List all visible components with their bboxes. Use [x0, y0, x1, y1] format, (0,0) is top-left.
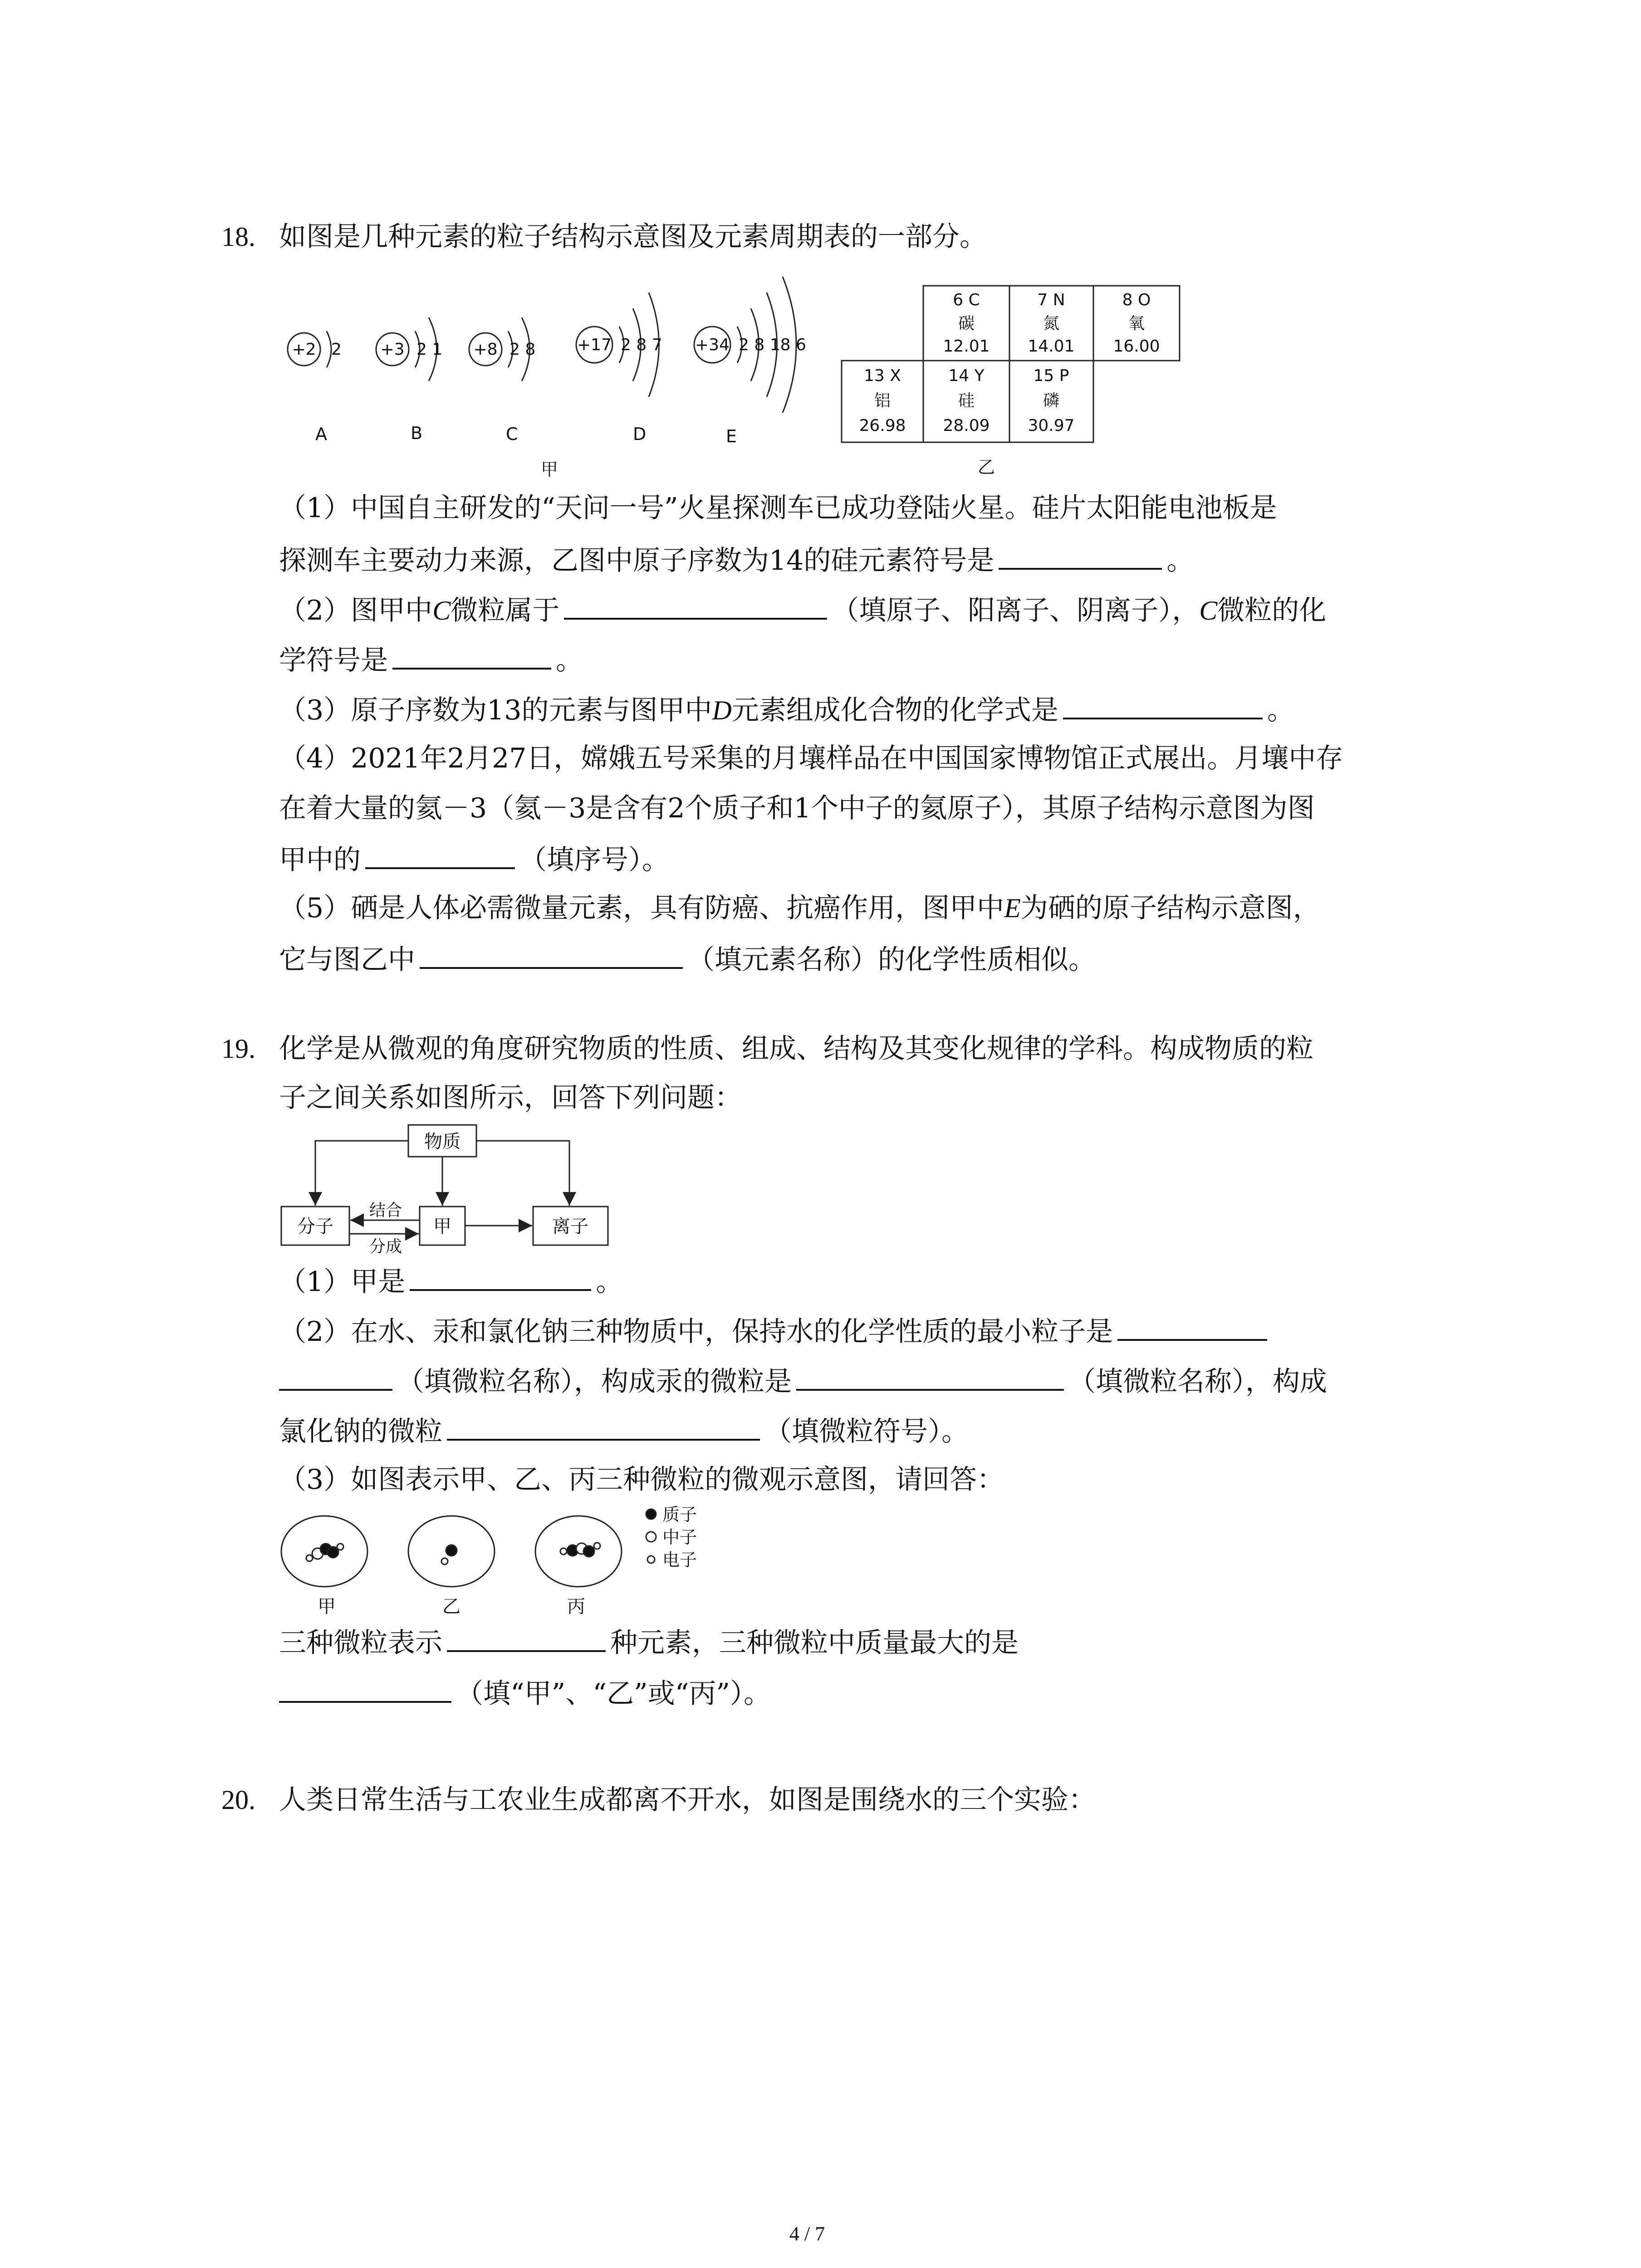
cell-n-name: 氮: [1043, 314, 1060, 333]
q18-p1-line2: 探测车主要动力来源，乙图中原子序数为14的硅元素符号是 。: [279, 541, 1194, 579]
page-number: 4 / 7: [789, 2223, 825, 2245]
figure-yi: [839, 284, 1193, 479]
cell-c-top: 6 C: [953, 291, 980, 309]
q18-p4-line2: 在着大量的氦－3（氦－3是含有2个质子和1个中子的氦原子），其原子结构示意图为图: [279, 792, 1315, 824]
q18-number: 18.: [221, 222, 255, 252]
cell-x-name: 铝: [874, 391, 891, 410]
letter-d: D: [633, 424, 647, 444]
letter-e: E: [726, 426, 737, 446]
diagram-split-label: 分成: [369, 1237, 402, 1256]
q18-p2-line2: 学符号是 。: [279, 640, 583, 679]
cell-y-top: 14 Y: [948, 367, 985, 385]
diagram-combine-label: 结合: [369, 1201, 402, 1220]
atom-label-jia: 甲: [318, 1596, 336, 1617]
q18-answer-5[interactable]: [420, 940, 683, 969]
letter-c: C: [506, 424, 518, 444]
shells-b: 2 1: [416, 340, 443, 359]
legend-neutron: 中子: [662, 1527, 697, 1547]
caption-jia: 甲: [541, 459, 558, 479]
cell-n-top: 7 N: [1037, 291, 1065, 309]
q19-answer-2b[interactable]: [796, 1362, 1064, 1391]
q18-answer-2b[interactable]: [392, 640, 551, 670]
letter-a: A: [315, 424, 327, 444]
q18-p1-line1: （1）中国自主研发的“天问一号”火星探测车已成功登陆火星。硅片太阳能电池板是: [279, 492, 1277, 524]
nucleus-c-label: +8: [473, 340, 498, 359]
particle-relation-diagram: [277, 1120, 622, 1256]
shells-d: 2 8 7: [621, 336, 662, 354]
figure-jia: [272, 259, 844, 485]
atom-label-bing: 丙: [567, 1596, 585, 1617]
q19-answer-2a-cont[interactable]: [279, 1362, 392, 1391]
cell-p-name: 磷: [1043, 391, 1060, 410]
nucleus-e-label: +34: [695, 336, 730, 354]
q18-stem: 如图是几种元素的粒子结构示意图及元素周期表的一部分。: [279, 221, 987, 253]
q19-p2-line1: （2）在水、汞和氯化钠三种物质中，保持水的化学性质的最小粒子是: [279, 1312, 1272, 1350]
diagram-right-box: 离子: [552, 1216, 588, 1237]
shells-e: 2 8 18 6: [739, 336, 806, 354]
caption-yi: 乙: [978, 457, 995, 477]
legend-electron-icon: [647, 1556, 655, 1563]
q18-answer-4[interactable]: [365, 840, 515, 869]
cell-o-mass: 16.00: [1113, 337, 1160, 356]
diagram-mid-box: 甲: [433, 1216, 451, 1237]
q18-answer-2a[interactable]: [564, 591, 827, 620]
legend-neutron-icon: [646, 1532, 656, 1542]
q19-answer-3a[interactable]: [447, 1623, 606, 1652]
q18-p3: （3）原子序数为13的元素与图甲中D元素组成化合物的化学式是 。: [279, 690, 1294, 728]
q20-number: 20.: [221, 1785, 255, 1815]
atom-label-yi: 乙: [442, 1596, 460, 1617]
q19-p2-line2: （填微粒名称），构成汞的微粒是 （填微粒名称），构成: [279, 1362, 1327, 1400]
diagram-top-box: 物质: [424, 1131, 460, 1152]
q19-answer-2c[interactable]: [447, 1412, 760, 1441]
legend-electron: 电子: [662, 1550, 697, 1570]
q18-p5-line1: （5）硒是人体必需微量元素，具有防癌、抗癌作用，图甲中E为硒的原子结构示意图，: [279, 892, 1320, 924]
nucleus-a-label: +2: [292, 340, 316, 359]
letter-b: B: [411, 423, 423, 443]
diagram-left-box: 分子: [297, 1216, 333, 1237]
q18-answer-3[interactable]: [1063, 690, 1263, 719]
cell-y-name: 硅: [958, 391, 975, 410]
legend-proton-icon: [646, 1509, 656, 1519]
q18-p4-line1: （4）2021年2月27日，嫦娥五号采集的月壤样品在中国国家博物馆正式展出。月壤中存: [279, 743, 1343, 774]
cell-p-mass: 30.97: [1028, 416, 1075, 435]
q19-p3-line1: （3）如图表示甲、乙、丙三种微粒的微观示意图，请回答：: [279, 1464, 1004, 1496]
q19-p2-line3: 氯化钠的微粒 （填微粒符号）。: [279, 1412, 969, 1450]
nucleus-d-label: +17: [577, 336, 612, 354]
shells-a: 2: [331, 340, 342, 359]
cell-n-mass: 14.01: [1028, 337, 1075, 356]
q18-p2-line1: （2）图甲中C微粒属于 （填原子、阳离子、阴离子），C微粒的化: [279, 591, 1326, 629]
q19-p1: （1）甲是 。: [279, 1262, 623, 1300]
cell-x-top: 13 X: [864, 367, 901, 385]
cell-o-top: 8 O: [1122, 291, 1151, 309]
cell-c-mass: 12.01: [943, 337, 990, 356]
q18-answer-1[interactable]: [999, 541, 1162, 570]
q19-number: 19.: [221, 1034, 255, 1064]
q19-answer-3b[interactable]: [279, 1674, 451, 1703]
q18-p4-line3: 甲中的 （填序号）。: [279, 840, 669, 878]
cell-c-name: 碳: [958, 314, 975, 333]
cell-p-top: 15 P: [1033, 367, 1069, 385]
shells-c: 2 8: [509, 340, 536, 359]
q19-stem-line2: 子之间关系如图所示，回答下列问题：: [279, 1082, 742, 1114]
q18-p5-line2: 它与图乙中 （填元素名称）的化学性质相似。: [279, 940, 1096, 978]
nucleus-b-label: +3: [380, 340, 405, 359]
cell-o-name: 氧: [1128, 314, 1145, 333]
cell-x-mass: 26.98: [859, 416, 906, 435]
q19-stem-line1: 化学是从微观的角度研究物质的性质、组成、结构及其变化规律的学科。构成物质的粒: [279, 1033, 1313, 1065]
legend-proton: 质子: [662, 1505, 697, 1525]
q19-answer-2a[interactable]: [1117, 1312, 1267, 1341]
q19-answer-1[interactable]: [410, 1262, 591, 1291]
q19-p3-line3: （填“甲”、“乙”或“丙”）。: [279, 1674, 771, 1712]
q19-p3-line2: 三种微粒表示 种元素，三种微粒中质量最大的是: [279, 1623, 1019, 1661]
q20-stem: 人类日常生活与工农业生成都离不开水，如图是围绕水的三个实验：: [279, 1784, 1096, 1816]
cell-y-mass: 28.09: [943, 416, 990, 435]
